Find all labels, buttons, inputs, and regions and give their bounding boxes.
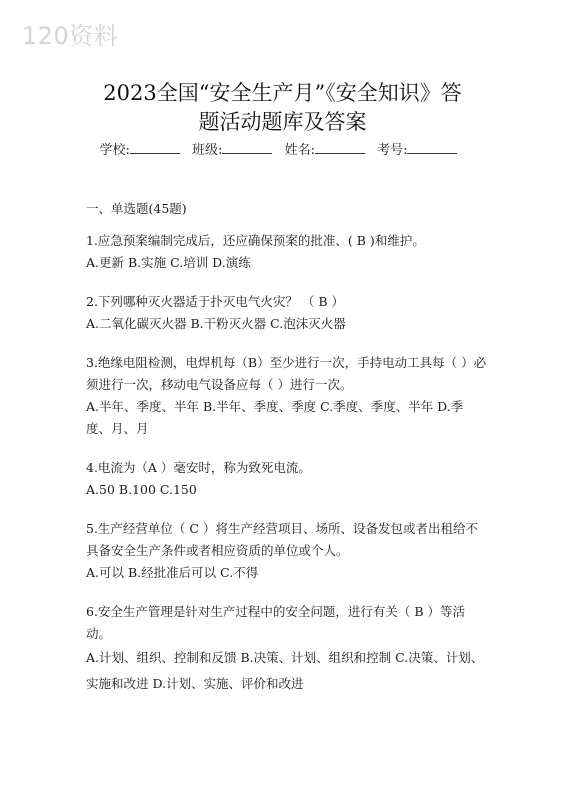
question-options: A.计划、组织、控制和反馈 B.决策、计划、组织和控制 C.决策、计划、实施和改进 D.计划、实施、评价和改进 [86,650,484,691]
question-list [86,200,488,714]
section-heading: 一、单选题(45题) [86,201,187,216]
question-options: A.更新 B.实施 C.培训 D.演练 [86,255,251,270]
exam-number-blank [407,141,457,154]
name-label: 姓名: [284,143,315,158]
question-stem: 1.应急预案编制完成后，还应确保预案的批准、( B )和维护。 [86,233,425,248]
student-info-fields [0,139,565,158]
question-2 [86,291,488,335]
question-options: A.50 B.100 C.150 [86,482,197,497]
question-options: A.可以 B.经批准后可以 C.不得 [86,565,259,580]
question-stem: 3.绝缘电阻检测，电焊机每（B）至少进行一次，手持电动工具每（ ）必须进行一次，移动电气设备应每（ ）进行一次。 [86,355,487,392]
question-5 [86,518,488,584]
question-4 [86,457,488,501]
question-stem: 4.电流为（A ）毫安时，称为致死电流。 [86,460,311,475]
watermark-logo: 120资料 [22,22,119,50]
question-stem: 5.生产经营单位（ C ）将生产经营项目、场所、设备发包或者出租给不具备安全生产条件或者相应资质的单位或个人。 [86,521,478,558]
school-blank [130,141,180,154]
question-stem: 2.下列哪种灭火器适于扑灭电气火灾？ （ B ） [86,294,345,309]
name-blank [315,141,365,154]
class-label: 班级: [192,143,223,158]
question-options: A.二氧化碳灭火器 B.干粉灭火器 C.泡沫灭火器 [86,316,346,331]
question-6 [86,601,488,697]
question-stem: 6.安全生产管理是针对生产过程中的安全问题，进行有关（ B ）等活动。 [86,604,466,641]
question-1 [86,230,488,274]
question-3 [86,352,488,440]
question-options: A.半年、季度、半年 B.半年、季度、季度 C.季度、季度、半年 D.季度、月、月 [86,399,464,436]
exam-number-label: 考号: [377,143,408,158]
class-blank [222,141,272,154]
document-title-line-1: 2023全国“安全生产月”《安全知识》答 [103,81,462,105]
school-label: 学校: [99,143,130,158]
document-title-line-2: 题活动题库及答案 [198,110,367,134]
